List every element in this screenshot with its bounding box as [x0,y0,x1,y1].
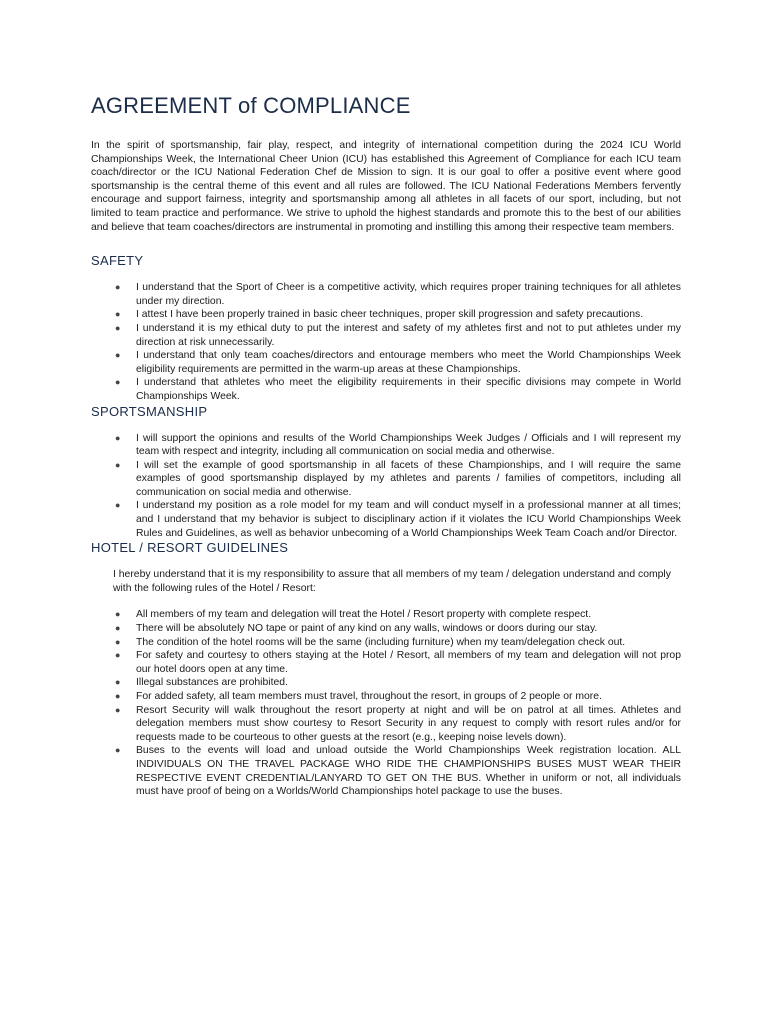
list-item-text: The condition of the hotel rooms will be the same (including furniture) when my team/delegation check out. [136,636,626,648]
list-item [115,622,681,636]
hotel-list [91,608,681,798]
list-item [115,676,681,690]
list-item-text: I understand that the Sport of Cheer is a competitive activity, which requires proper training techniques for all athletes under my direction. [136,282,681,307]
bullet-icon: ● [115,677,121,688]
hotel-intro-paragraph: I hereby understand that it is my responsibility to assure that all members of my team / delegation understand and comply with the following rules of the Hotel / Resort: [113,569,671,594]
list-item [115,281,681,308]
list-item-text: I understand that only team coaches/directors and entourage members who meet the World Championships Week eligibility requirements are permitted in the warm-up areas at these Championships. [136,350,681,375]
list-item [115,704,681,745]
list-item [115,349,681,376]
safety-heading: SAFETY [91,253,144,269]
list-item-text: I will set the example of good sportsmanship in all facets of these Championships, and I will require the same examples of good sportsmanship displayed by my athletes and parents / families of competitors, including all communication on social media and otherwise. [136,459,681,498]
bullet-icon: ● [115,704,121,715]
bullet-icon: ● [115,309,121,320]
list-item [115,744,681,798]
list-item [115,608,681,622]
bullet-icon: ● [115,322,121,333]
list-item-text: For added safety, all team members must travel, throughout the resort, in groups of 2 people or more. [136,691,602,702]
bullet-icon: ● [115,745,121,756]
list-item-text: Resort Security will walk throughout the resort property at night and will be on patrol at all times. Athletes and delegation members must show courtesy to Resort Security in any request to comply with resort rules and/or for requests made to be courteous to other guests at the resort (e.g., keeping noise levels down). [136,704,681,743]
list-item-text: I attest I have been properly trained in basic cheer techniques, proper skill progression and safety precautions. [136,309,644,321]
list-item [115,690,681,704]
list-item [115,636,681,650]
safety-list [91,281,681,403]
intro-paragraph: In the spirit of sportsmanship, fair play, respect, and integrity of international competition during the 2024 ICU World Championships Week, the International Cheer Union (ICU) has established this Agreement of Compliance for each ICU team coach/director or the ICU National Federation Chef de Mission to sign. It is our goal to offer a positive event where good sportsmanship is the central theme of this event and all rules are followed. The ICU National Federations Members fervently encourage and support fairness, integrity and sportsmanship among all athletes in all facets of our sport, including, but not limited to team practice and performance. We strive to uphold the highest standards and promote this to the best of our abilities and believe that team coaches/directors are instrumental in promoting and instilling this among their respective team members. [91,140,681,233]
list-item-text: Illegal substances are prohibited. [136,677,288,689]
list-item-text: I understand my position as a role model for my team and will conduct myself in a professional manner at all times; and I understand that my behavior is subject to disciplinary action if it violates the ICU World Championships Week Rules and Guidelines, as well as behavior unbecoming of a World Championships Week Team Coach and/or Director. [136,500,681,539]
sportsmanship-heading: SPORTSMANSHIP [91,403,208,419]
list-item-text: There will be absolutely NO tape or paint of any kind on any walls, windows or doors during our stay. [136,623,598,635]
bullet-icon: ● [115,350,121,361]
list-item [115,376,681,403]
list-item-text: I understand that athletes who meet the eligibility requirements in their specific divisions may compete in World Championships Week. [136,377,681,402]
bullet-icon: ● [115,432,121,443]
bullet-icon: ● [115,377,121,388]
list-item [115,459,681,500]
document-title: AGREEMENT of COMPLIANCE [91,93,411,118]
list-item-text: I will support the opinions and results of the World Championships Week Judges / Officials and I will represent my team with respect and integrity, including all communication on social media and otherwise. [136,432,681,458]
list-item [115,308,681,322]
bullet-icon: ● [115,459,121,470]
list-item [115,322,681,349]
list-item-text: For safety and courtesy to others staying at the Hotel / Resort, all members of my team and delegation will not prop our hotel doors open at any time. [136,650,681,675]
document-page [91,93,681,799]
bullet-icon: ● [115,282,121,293]
bullet-icon: ● [115,636,121,647]
bullet-icon: ● [115,609,121,620]
sportsmanship-list [91,432,681,541]
list-item [115,499,681,540]
bullet-icon: ● [115,500,121,511]
hotel-heading: HOTEL / RESORT GUIDELINES [91,540,289,556]
bullet-icon: ● [115,650,121,661]
list-item [115,649,681,676]
bullet-icon: ● [115,691,121,701]
list-item-text: All members of my team and delegation will treat the Hotel / Resort property with complete respect. [136,609,592,621]
bullet-icon: ● [115,623,121,634]
list-item [115,432,681,459]
list-item-text: I understand it is my ethical duty to put the interest and safety of my athletes first and not to put athletes under my direction at risk unnecessarily. [136,322,681,348]
list-item-text: Buses to the events will load and unload outside the World Championships Week registration location. ALL INDIVIDUALS ON THE TRAVEL PACKAGE WHO RIDE THE CHAMPIONSHIPS BUSES MUST WEAR THEIR RESPECTIVE EVENT CREDENTIAL/LANYARD TO GET ON THE BUS. Whether in uniform or not, all individuals must have proof of being on a Worlds/World Championships hotel package to use the buses. [136,745,681,798]
